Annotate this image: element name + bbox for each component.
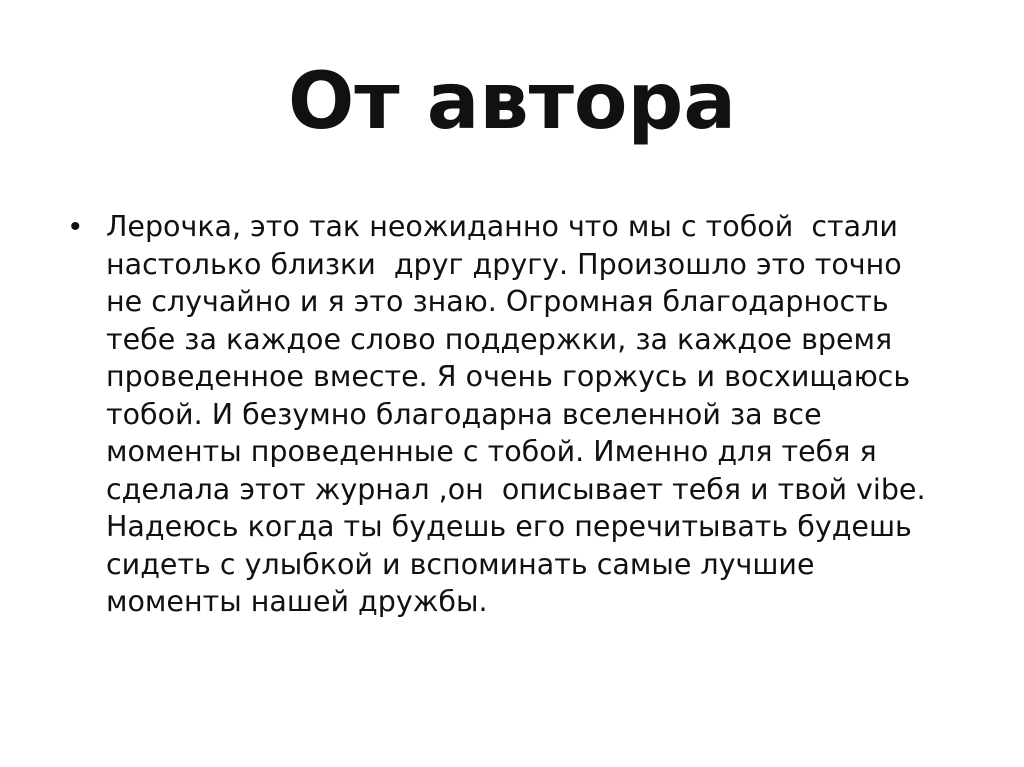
bullet-item: [70, 208, 970, 621]
paragraph-line: проведенное вместе. Я очень горжусь и восхищаюсь: [106, 360, 911, 393]
bullet-paragraph: [106, 208, 926, 621]
paragraph-line: моменты проведенные с тобой. Именно для тебя я: [106, 435, 877, 468]
slide-body: [70, 208, 970, 621]
paragraph-line: тобой. И безумно благодарна вселенной за все: [106, 397, 822, 431]
bullet-icon: •: [70, 210, 81, 243]
paragraph-line: сделала этот журнал ,он описывает тебя и твой vibe.: [106, 472, 926, 506]
paragraph-line: моменты нашей дружбы.: [106, 585, 488, 618]
paragraph-line: Надеюсь когда ты будешь его перечитывать будешь: [106, 510, 912, 543]
paragraph-line: тебе за каждое слово поддержки, за каждое время: [106, 322, 893, 356]
paragraph-line: не случайно и я это знаю. Огромная благодарность: [106, 285, 889, 318]
slide-title: От автора: [288, 57, 736, 147]
paragraph-line: настолько близки друг другу. Произошло это точно: [106, 247, 902, 281]
paragraph-line: Лерочка, это так неожиданно что мы с тобой стали: [106, 210, 898, 243]
paragraph-line: сидеть с улыбкой и вспоминать самые лучшие: [106, 547, 815, 581]
